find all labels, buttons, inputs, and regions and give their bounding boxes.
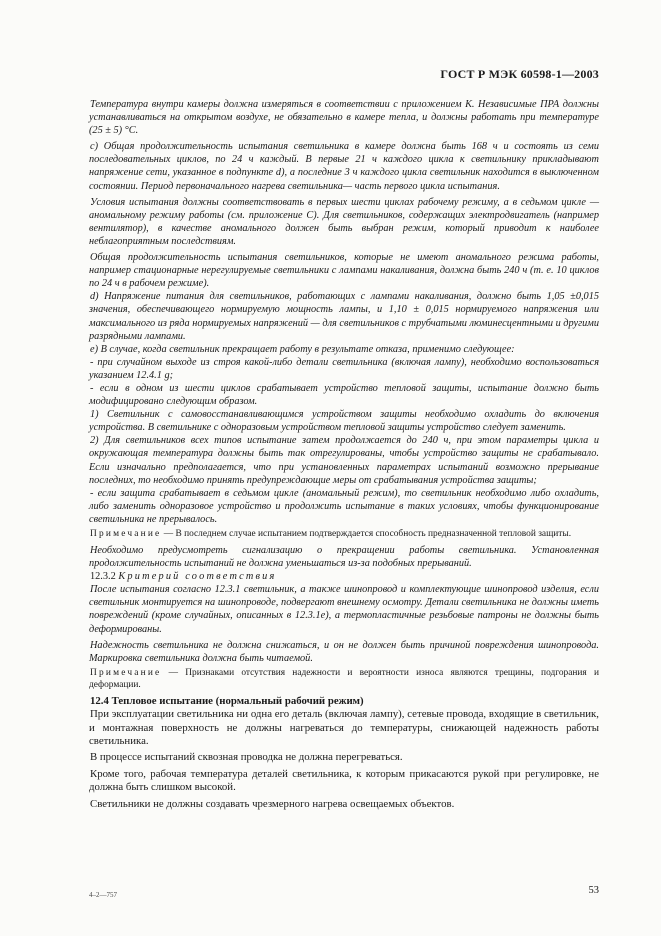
print-code: 4–2—757 bbox=[89, 891, 117, 899]
subsection-number: 12.3.2 bbox=[90, 571, 119, 583]
paragraph: c) Общая продолжительность испытания светильника в камере должна быть 168 ч и состоять из семи последовательных циклов, по 24 ч каждый. В первые 21 ч каждого цикла к светильнику прикладывают напряжение сети, указанное в подпункте d), а последние 3 ч каждого цикла светильник находится в выключенном состоянии. Период первоначального нагрева светильника— часть первого цикла испытания. bbox=[89, 141, 599, 192]
paragraph: e) В случае, когда светильник прекращает работу в результате отказа, применимо следующее: bbox=[90, 343, 515, 355]
note bbox=[89, 528, 599, 540]
paragraph: Общая продолжительность испытания светильников, которые не имеют аномального режима работы, например стационарные нерегулируемые светильники с лампами накаливания, должна быть 240 ч (т. е. 10 циклов по 24 ч в рабочем режиме). bbox=[89, 252, 599, 290]
subsection-heading bbox=[89, 570, 599, 583]
note-label: Примечание bbox=[90, 667, 162, 678]
note bbox=[89, 667, 599, 691]
paragraph: Необходимо предусмотреть сигнализацию о прекращении работы светильника. Установленная продолжительность испытаний не должна уменьшаться из-за подобных прерываний. bbox=[89, 545, 599, 570]
standard-header: ГОСТ Р МЭК 60598-1—2003 bbox=[440, 67, 599, 81]
note-label: Примечание bbox=[90, 529, 162, 539]
paragraph: - если в одном из шести циклов срабатывает устройство тепловой защиты, испытание должно быть модифицировано следующим образом. bbox=[89, 382, 599, 408]
paragraph: Надежность светильника не должна снижаться, и он не должен быть причиной повреждения шинопровода. Маркировка светильника должна быть читаемой. bbox=[89, 639, 599, 664]
paragraph: При эксплуатации светильника ни одна его деталь (включая лампу), сетевые провода, входящие в светильник, и монтажная поверхность не должны нагреваться до температуры, снижающей надежность работы светильника. bbox=[89, 708, 599, 748]
paragraph: Светильники не должны создавать чрезмерного нагрева освещаемых объектов. bbox=[90, 797, 455, 810]
paragraph: После испытания согласно 12.3.1 светильник, а также шинопровод и комплектующие шинопровод изделия, если светильник монтируется на шинопроводе, подвергают внешнему осмотру. Детали светильника не должны иметь повреждений (кроме случайных, описанных в 12.3.1e), а термопластичные резьбовые патроны не должны быть деформированы. bbox=[89, 584, 599, 635]
paragraph: В процессе испытаний сквозная проводка не должна перегреваться. bbox=[90, 751, 403, 764]
paragraph: Температура внутри камеры должна измеряться в соответствии с приложением К. Независимые ПРА должны устанавливаться на открытом воздухе, не обязательно в камере тепла, и должны работать при температуре (25 ± 5) °С. bbox=[89, 99, 599, 137]
note-text: — Признаками отсутствия надежности и вероятности износа являются трещины, подгорания и деформации. bbox=[89, 667, 599, 690]
paragraph: 2) Для светильников всех типов испытание затем продолжается до 240 ч, при этом параметры цикла и окружающая температура должны быть так отрегулированы, чтобы устройство защиты не срабатывало. Если изначально предполагается, что при установленных параметрах испытаний возможно прерывание последних, то необходимо принять предупреждающие меры от срабатывания устройства защиты; bbox=[89, 435, 599, 486]
subsection-title: Критерий соответствия bbox=[118, 571, 277, 583]
note-text: — В последнем случае испытанием подтверждается способность предназначенной тепловой защиты. bbox=[161, 529, 572, 539]
paragraph: Условия испытания должны соответствовать в первых шести циклах рабочему режиму, а в седьмом цикле — аномальному режиму работы (см. приложение С). Для светильников, содержащих электродвигатель (например вентилятор), в качестве аномального должен быть выбран режим, который приводит к наиболее неблагоприятным последствиям. bbox=[89, 196, 599, 247]
paragraph: Кроме того, рабочая температура деталей светильника, к которым прикасаются рукой при регулировке, не должна быть слишком высокой. bbox=[89, 767, 599, 794]
paragraph: 1) Светильник с самовосстанавливающимся устройством защиты необходимо охладить до включения устройства. В светильнике с одноразовым устройством тепловой защиты устройство следует заменить. bbox=[89, 409, 599, 434]
section-heading: 12.4 Тепловое испытание (нормальный рабочий режим) bbox=[90, 694, 364, 707]
paragraph: d) Напряжение питания для светильников, работающих с лампами накаливания, должно быть 1,05 ±0,015 значения, обеспечивающего нормируемую мощность лампы, и 1,10 ± 0,015 нормируемого напряжения или максимального из ряда нормируемых напряжений — для светильников с трубчатыми люминесцентными и другими разрядными лампами. bbox=[89, 291, 599, 342]
paragraph: - при случайном выходе из строя какой-либо детали светильника (включая лампу), необходимо воспользоваться указанием 12.4.1 g; bbox=[89, 356, 599, 381]
paragraph: - если защита срабатывает в седьмом цикле (аномальный режим), то светильник необходимо либо охладить, либо заменить одноразовое устройство и продолжить испытание в таких условиях, чтобы функционирование светильника не прерывалось. bbox=[89, 487, 599, 525]
page-number: 53 bbox=[588, 885, 599, 896]
